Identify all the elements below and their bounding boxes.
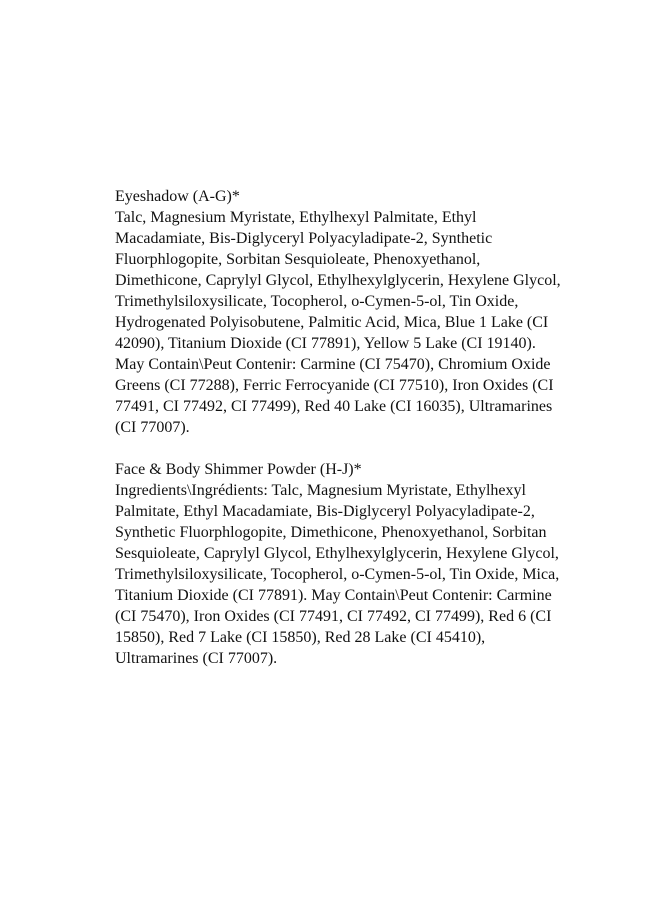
shimmer-powder-ingredients: Ingredients\Ingrédients: Talc, Magnesium Myristate, Ethylhexyl Palmitate, Ethyl Macadamiate, Bis-Diglyceryl Polyacyladipate-2, Synthetic Fluorphlogopite, Dimethicone, Phenoxyethanol, Sorbitan Sesquioleate, Caprylyl Glycol, Ethylhexylglycerin, Hexylene Glycol, Trimethylsiloxysilicate, Tocopherol, o-Cymen-5-ol, Tin Oxide, Mica, Titanium Dioxide (CI 77891). May Contain\Peut Contenir: Carmine (CI 75470), Iron Oxides (CI 77491, CI 77492, CI 77499), Red 6 (CI 15850), Red 7 Lake (CI 15850), Red 28 Lake (CI 45410), Ultramarines (CI 77007). (115, 482, 560, 667)
ingredients-document (115, 186, 563, 669)
eyeshadow-ingredients: Talc, Magnesium Myristate, Ethylhexyl Palmitate, Ethyl Macadamiate, Bis-Diglyceryl Polyacyladipate-2, Synthetic Fluorphlogopite, Sorbitan Sesquioleate, Phenoxyethanol, Dimethicone, Caprylyl Glycol, Ethylhexylglycerin, Hexylene Glycol, Trimethylsiloxysilicate, Tocopherol, o-Cymen-5-ol, Tin Oxide, Hydrogenated Polyisobutene, Palmitic Acid, Mica, Blue 1 Lake (CI 42090), Titanium Dioxide (CI 77891), Yellow 5 Lake (CI 19140). May Contain\Peut Contenir: Carmine (CI 75470), Chromium Oxide Greens (CI 77288), Ferric Ferrocyanide (CI 77510), Iron Oxides (CI 77491, CI 77492, CI 77499), Red 40 Lake (CI 16035), Ultramarines (CI 77007). (115, 209, 561, 436)
eyeshadow-section (115, 186, 563, 438)
shimmer-powder-heading: Face & Body Shimmer Powder (H-J)* (115, 461, 362, 478)
eyeshadow-heading: Eyeshadow (A-G)* (115, 188, 240, 205)
shimmer-powder-section (115, 459, 563, 669)
